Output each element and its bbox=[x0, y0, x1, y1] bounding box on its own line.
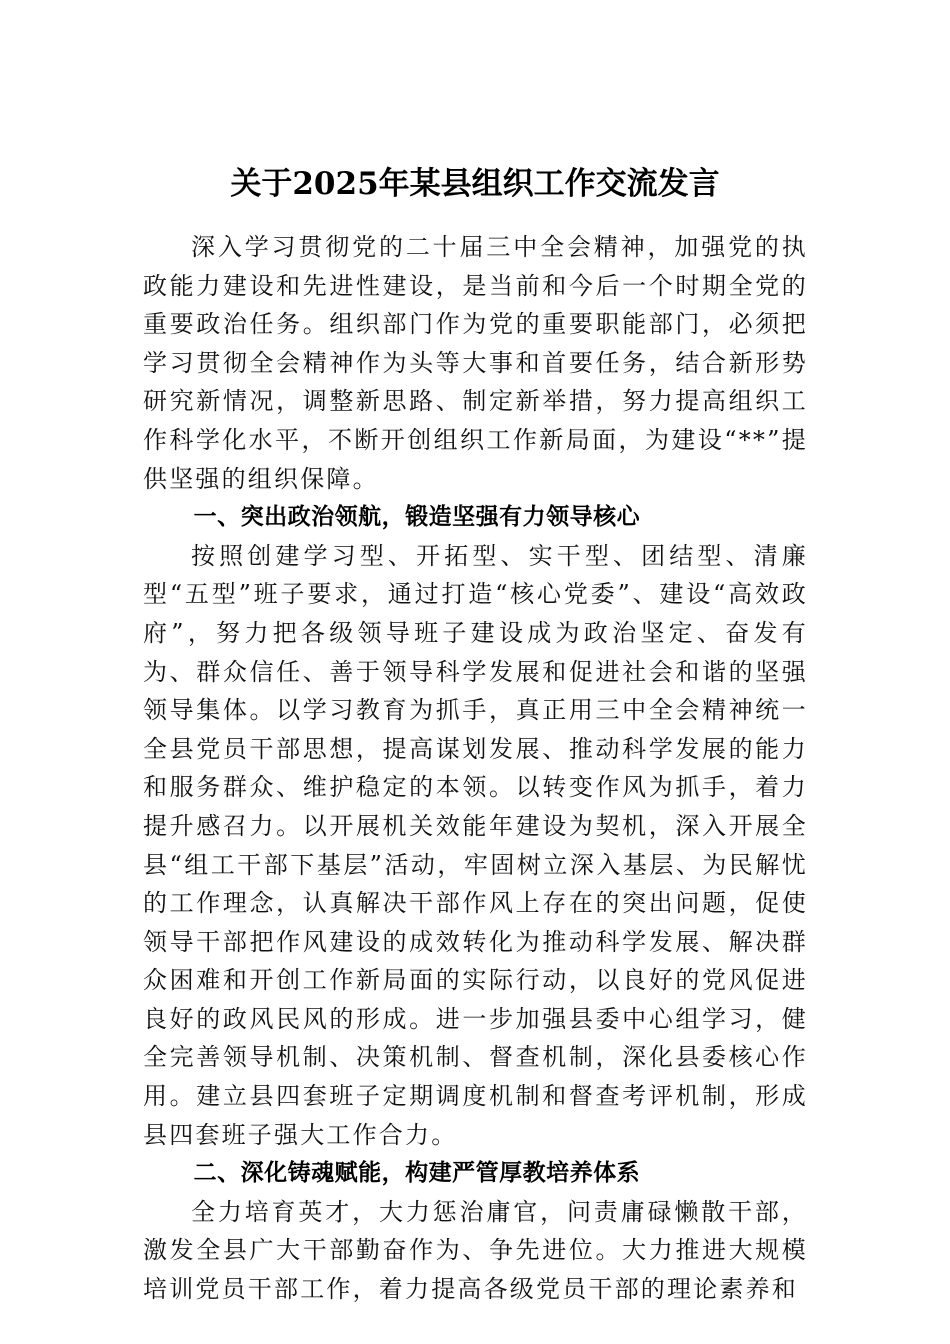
intro-paragraph: 深入学习贯彻党的二十届三中全会精神，加强党的执政能力建设和先进性建设，是当前和今后一个时期全党的重要政治任务。组织部门作为党的重要职能部门，必须把学习贯彻全会精神作为头等大事和首要任务，结合新形势研究新情况，调整新思路、制定新举措，努力提高组织工作科学化水平，不断开创组织工作新局面，为建设“**”提供坚强的组织保障。 bbox=[143, 233, 808, 493]
section-paragraph-1: 按照创建学习型、开拓型、实干型、团结型、清廉型“五型”班子要求，通过打造“核心党委”、建设“高效政府”，努力把各级领导班子建设成为政治坚定、奋发有为、群众信任、善于领导科学发展和促进社会和谐的坚强领导集体。以学习教育为抓手，真正用三中全会精神统一全县党员干部思想，提高谋划发展、推动科学发展的能力和服务群众、维护稳定的本领。以转变作风为抓手，着力提升感召力。以开展机关效能年建设为契机，深入开展全县“组工干部下基层”活动，牢固树立深入基层、为民解忧的工作理念，认真解决干部作风上存在的突出问题，促使领导干部把作风建设的成效转化为推动科学发展、解决群众困难和开创工作新局面的实际行动，以良好的党风促进良好的政风民风的形成。进一步加强县委中心组学习，健全完善领导机制、决策机制、督查机制，深化县委核心作用。建立县四套班子定期调度机制和督查考评机制，形成县四套班子强大工作合力。 bbox=[143, 541, 808, 1149]
document-body bbox=[143, 228, 808, 1309]
section-paragraph-2: 全力培育英才，大力惩治庸官，问责庸碌懒散干部，激发全县广大干部勤奋作为、争先进位。大力推进大规模培训党员干部工作，着力提高各级党员干部的理论素养和 bbox=[143, 1197, 808, 1304]
section-heading-1: 一、突出政治领航，锻造坚强有力领导核心 bbox=[193, 504, 641, 531]
document-title: 关于2025年某县组织工作交流发言 bbox=[230, 166, 720, 202]
section-heading-2: 二、深化铸魂赋能，构建严管厚教培养体系 bbox=[193, 1160, 641, 1187]
